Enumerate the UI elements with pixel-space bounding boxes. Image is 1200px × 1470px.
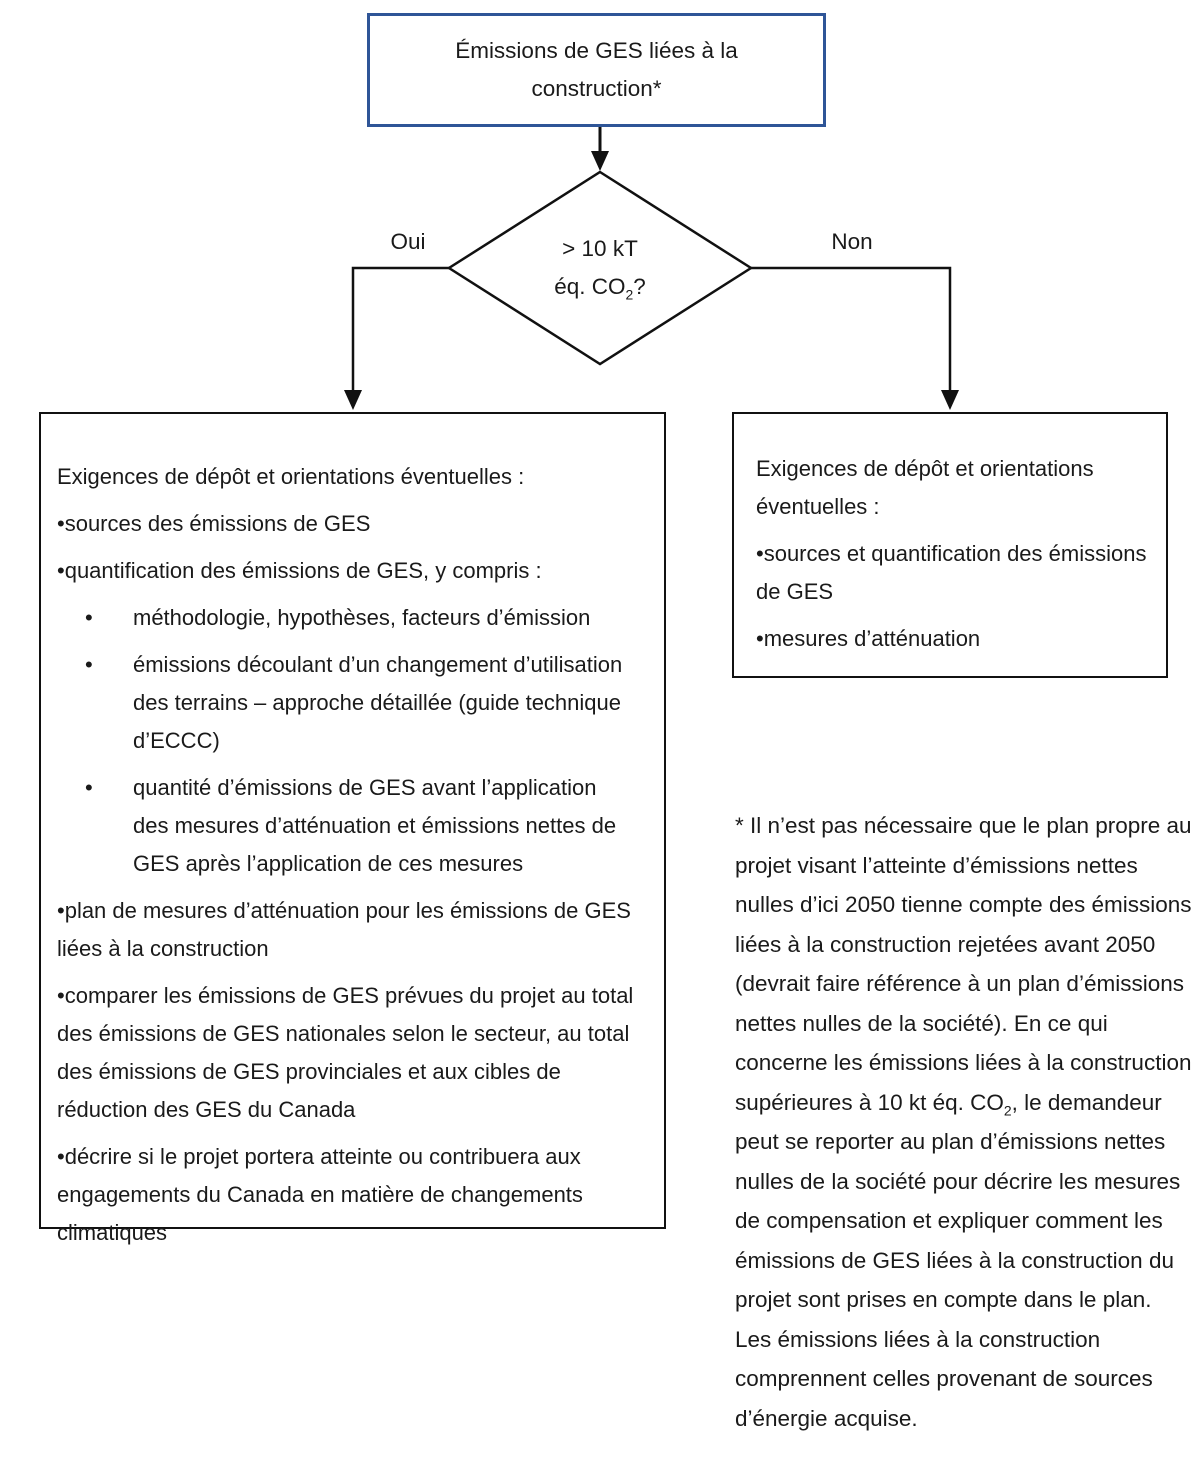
decision-line-2: [480, 268, 720, 306]
yes-connector-line: [353, 268, 449, 393]
bullet-item: •quantification des émissions de GES, y compris :: [57, 558, 542, 583]
sub-bullet-item: [57, 599, 652, 637]
footnote-closing: Les émissions liées à la construction comprennent celles provenant de sources d’énergie acquise.: [735, 1326, 1153, 1431]
no-connector-arrowhead-icon: [941, 390, 959, 410]
start-node-box: [367, 13, 826, 127]
yes-connector-arrowhead-icon: [344, 390, 362, 410]
start-to-decision-arrowhead-icon: [591, 151, 609, 171]
no-branch-label: Non: [831, 229, 873, 254]
bullet-item: •décrire si le projet portera atteinte ou contribuera aux engagements du Canada en matière de changements climatiques: [57, 1144, 583, 1245]
no-requirements-box: [732, 412, 1168, 678]
decision-line-2-text: éq. CO: [554, 274, 626, 299]
decision-line-1: > 10 kT: [562, 236, 638, 261]
decision-co2-subscript: 2: [625, 286, 634, 303]
bullet-item: •plan de mesures d’atténuation pour les émissions de GES liées à la construction: [57, 898, 631, 961]
yes-branch-label: Oui: [390, 229, 426, 254]
bullet-item: •sources et quantification des émissions de GES: [756, 541, 1147, 604]
sub-bullet-text: méthodologie, hypothèses, facteurs d’émission: [133, 605, 591, 630]
bullet-marker-icon: •: [85, 605, 93, 630]
bullet-marker-icon: •: [85, 775, 93, 800]
sub-bullet-text: quantité d’émissions de GES avant l’application des mesures d’atténuation et émissions nettes de GES après l’application de ces mesures: [133, 775, 617, 876]
no-connector-line: [751, 268, 950, 393]
bullet-item: •sources des émissions de GES: [57, 511, 371, 536]
footnote-paragraph: [735, 806, 1193, 1320]
no-box-title: Exigences de dépôt et orientations éventuelles :: [756, 456, 1094, 519]
decision-node: [480, 230, 720, 306]
bullet-item: •mesures d’atténuation: [756, 626, 981, 651]
bullet-marker-icon: •: [85, 652, 93, 677]
sub-bullet-item: [57, 646, 652, 760]
footnote-text-part2: , le demandeur peut se reporter au plan d’émissions nettes nulles de la société pour décrire les mesures de compensation et expliquer comment les émissions de GES liées à la construction du projet sont prises en compte dans le plan.: [735, 1089, 1181, 1312]
start-node-label: Émissions de GES liées à la construction*: [455, 38, 738, 101]
yes-requirements-box: [39, 412, 666, 1245]
footnote-text-part1: * Il n’est pas nécessaire que le plan propre au projet visant l’atteinte d’émissions nettes nulles d’ici 2050 tienne compte des émissions liées à la construction rejetées avant 2050 (devrait faire référence à un plan d’émissions nettes nulles de la société). En ce qui concerne les émissions liées à la construction supérieures à 10 kt éq. CO: [735, 813, 1192, 1115]
footnote-co2-subscript: 2: [1003, 1102, 1012, 1118]
sub-bullet-text: émissions découlant d’un changement d’utilisation des terrains – approche détaillée (guide technique d’ECCC): [133, 652, 623, 753]
decision-question-mark: ?: [633, 274, 646, 299]
footnote-block: [735, 806, 1193, 1438]
bullet-item: •comparer les émissions de GES prévues du projet au total des émissions de GES nationales selon le secteur, au total des émissions de GES provinciales et aux cibles de réduction des GES du Canada: [57, 983, 634, 1122]
yes-box-title: Exigences de dépôt et orientations éventuelles :: [57, 464, 525, 489]
sub-bullet-item: [57, 769, 652, 883]
